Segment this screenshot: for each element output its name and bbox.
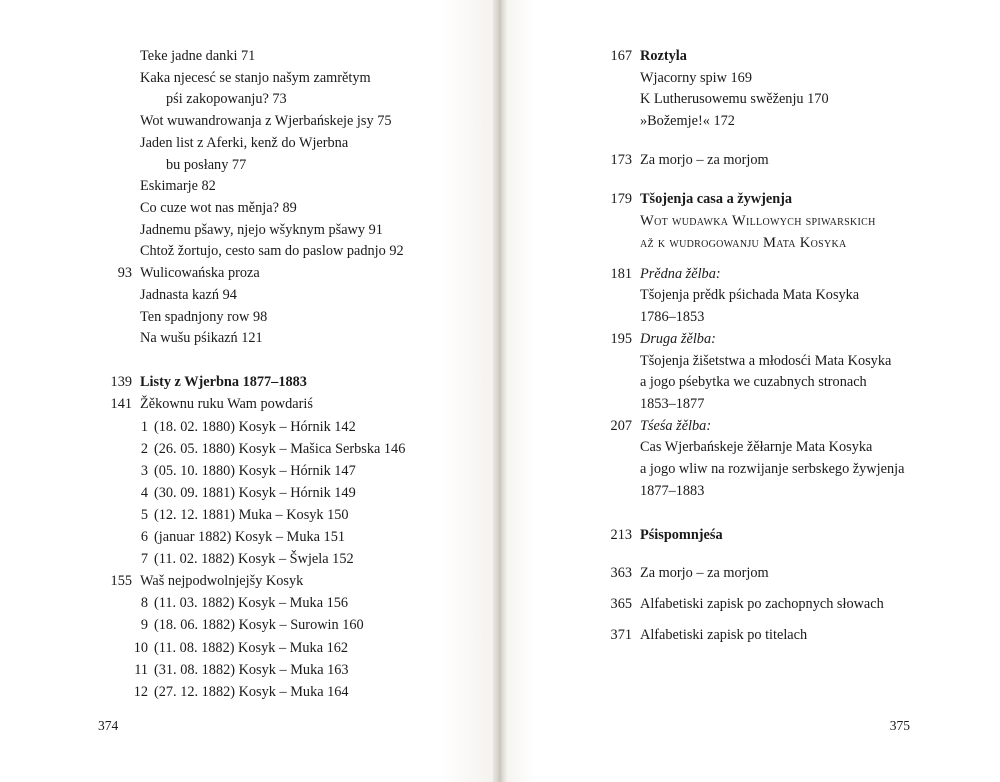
toc-entry bbox=[586, 111, 956, 133]
letter-text: (18. 02. 1880) Kosyk – Hórnik 142 bbox=[154, 418, 356, 435]
toc-entry bbox=[586, 89, 956, 111]
toc-part-label: Tśeśa žělba: bbox=[640, 417, 712, 434]
letter-text: (12. 12. 1881) Muka – Kosyk 150 bbox=[154, 507, 349, 524]
toc-entry-number: 173 bbox=[610, 151, 632, 168]
toc-section-title: Roztyla bbox=[640, 48, 687, 64]
letter-number: 1 bbox=[140, 418, 148, 435]
toc-section-subtitle: až k wudrogowanju Mata Kosyka bbox=[640, 235, 847, 252]
toc-entry-title: Eskimarje 82 bbox=[140, 178, 216, 195]
toc-entry bbox=[98, 285, 458, 307]
toc-part-text: 1853–1877 bbox=[640, 395, 705, 412]
letter-item bbox=[98, 416, 458, 438]
spacer bbox=[586, 585, 956, 594]
toc-part-heading bbox=[586, 329, 956, 351]
toc-entry bbox=[586, 594, 956, 616]
letter-text: (11. 02. 1882) Kosyk – Šwjela 152 bbox=[154, 551, 354, 568]
toc-part-heading bbox=[586, 264, 956, 286]
letter-number: 5 bbox=[140, 507, 148, 524]
letter-number: 4 bbox=[140, 484, 148, 501]
toc-section-roztyla-heading bbox=[586, 46, 956, 68]
toc-entry-number: 363 bbox=[610, 565, 632, 582]
toc-part-text: 1877–1883 bbox=[640, 482, 705, 499]
toc-section-title: Tšojenja casa a žywjenja bbox=[640, 190, 793, 207]
toc-part-line bbox=[586, 459, 956, 481]
letter-number: 9 bbox=[140, 617, 148, 634]
letter-text: (11. 03. 1882) Kosyk – Muka 156 bbox=[154, 595, 349, 612]
toc-part-text: Cas Wjerbańskeje žěłarnje Mata Kosyka bbox=[640, 439, 873, 456]
toc-entry bbox=[98, 176, 458, 198]
toc-entry bbox=[98, 46, 458, 68]
letter-item bbox=[98, 504, 458, 526]
toc-part-number: 195 bbox=[610, 330, 632, 347]
toc-section-subtitle-line bbox=[586, 232, 956, 254]
toc-part-text: Tšojenja žišetstwa a młodosći Mata Kosyka bbox=[640, 352, 892, 369]
toc-entry bbox=[98, 68, 458, 90]
toc-entry-number: 365 bbox=[610, 596, 632, 612]
letter-number: 8 bbox=[140, 595, 148, 612]
letter-item bbox=[98, 548, 458, 570]
letter-number: 6 bbox=[140, 529, 148, 546]
toc-entry-title: Alfabetiski zapisk po zachopnych słowach bbox=[640, 596, 884, 612]
letter-text: (18. 06. 1882) Kosyk – Surowin 160 bbox=[154, 617, 364, 634]
toc-section-subtitle-line bbox=[586, 210, 956, 232]
toc-entry-title: pśi zakopowanju? 73 bbox=[166, 91, 287, 108]
toc-entry-za-morjo bbox=[586, 150, 956, 172]
letter-text: (27. 12. 1882) Kosyk – Muka 164 bbox=[154, 683, 349, 700]
toc-entry bbox=[98, 133, 458, 155]
toc-entry-number: 371 bbox=[610, 626, 632, 643]
toc-entry bbox=[98, 241, 458, 263]
letter-number: 7 bbox=[140, 551, 148, 568]
letter-item bbox=[98, 659, 458, 681]
letter-text: (30. 09. 1881) Kosyk – Hórnik 149 bbox=[154, 484, 356, 501]
toc-part-line bbox=[586, 372, 956, 394]
toc-entry bbox=[586, 563, 956, 585]
letter-number: 11 bbox=[134, 661, 148, 678]
left-page-content bbox=[98, 46, 458, 703]
toc-entry bbox=[98, 220, 458, 242]
toc-section-title: Listy z Wjerbna 1877–1883 bbox=[140, 374, 307, 391]
letter-item bbox=[98, 460, 458, 482]
letter-text: (05. 10. 1880) Kosyk – Hórnik 147 bbox=[154, 462, 356, 479]
toc-part-label: Prědna žělba: bbox=[640, 265, 721, 282]
toc-entry-title: Co cuze wot nas měnja? 89 bbox=[140, 200, 297, 217]
toc-entry bbox=[98, 155, 458, 177]
toc-section-subtitle: Wot wudawka Willowych spiwarskich bbox=[640, 213, 876, 230]
toc-entry bbox=[586, 68, 956, 90]
toc-entry-title: Wjacorny spiw 169 bbox=[640, 69, 752, 86]
toc-section-number: 213 bbox=[610, 526, 632, 543]
toc-entry-title: Jaden list z Aferki, kenž do Wjerbna bbox=[140, 134, 349, 151]
toc-entry bbox=[586, 625, 956, 647]
toc-entry bbox=[98, 328, 458, 350]
toc-section-title: Pśispomnjeśa bbox=[640, 526, 723, 543]
toc-section-psispomnjesa-heading bbox=[586, 525, 956, 547]
toc-entry-title: Jadnemu pšawy, njejo wšyknym pšawy 91 bbox=[140, 221, 383, 238]
toc-entry-title: Na wušu pśikazń 121 bbox=[140, 330, 263, 347]
toc-section-number: 179 bbox=[610, 190, 632, 207]
spacer bbox=[586, 172, 956, 189]
toc-entry-title: Alfabetiski zapisk po titelach bbox=[640, 626, 808, 643]
toc-entry-title: Jadnasta kazń 94 bbox=[140, 286, 237, 303]
letter-text: (26. 05. 1880) Kosyk – Mašica Serbska 146 bbox=[154, 440, 406, 457]
spacer bbox=[586, 546, 956, 563]
toc-entry-title: Za morjo – za morjom bbox=[640, 565, 769, 582]
right-page-content bbox=[586, 46, 956, 646]
letter-item bbox=[98, 438, 458, 460]
toc-part-line bbox=[586, 394, 956, 416]
toc-subsection-number: 141 bbox=[110, 395, 132, 412]
letter-number: 3 bbox=[140, 462, 148, 479]
letter-item bbox=[98, 482, 458, 504]
toc-part-number: 181 bbox=[610, 265, 632, 282]
toc-part-text: a jogo wliw na rozwijanje serbskego žywjenja bbox=[640, 461, 905, 478]
page-number-left: 374 bbox=[98, 718, 119, 733]
letter-text: (januar 1882) Kosyk – Muka 151 bbox=[154, 529, 345, 546]
toc-part-number: 207 bbox=[610, 417, 632, 434]
letter-item bbox=[98, 637, 458, 659]
toc-entry bbox=[98, 89, 458, 111]
toc-section-tsojenja-heading bbox=[586, 189, 956, 211]
book-gutter-shadow bbox=[493, 0, 507, 782]
toc-part-text: a jogo pśebytka we cuzabnych stronach bbox=[640, 374, 867, 391]
toc-part-heading bbox=[586, 416, 956, 438]
letter-item bbox=[98, 526, 458, 548]
toc-entry-title: Za morjo – za morjom bbox=[640, 151, 769, 168]
letter-number: 10 bbox=[133, 639, 148, 656]
toc-subsection bbox=[98, 571, 458, 593]
toc-entry-title: Wot wuwandrowanja z Wjerbańskeje jsy 75 bbox=[140, 113, 392, 130]
right-page bbox=[500, 0, 1000, 782]
toc-part-line bbox=[586, 481, 956, 503]
spacer bbox=[98, 350, 458, 372]
letter-text: (11. 08. 1882) Kosyk – Muka 162 bbox=[154, 639, 349, 656]
toc-entry bbox=[98, 307, 458, 329]
letter-item bbox=[98, 614, 458, 636]
letter-item bbox=[98, 592, 458, 614]
toc-part-text: 1786–1853 bbox=[640, 309, 705, 326]
letter-item bbox=[98, 681, 458, 703]
letter-number: 2 bbox=[140, 440, 148, 457]
toc-section-number: 139 bbox=[110, 374, 132, 391]
letter-text: (31. 08. 1882) Kosyk – Muka 163 bbox=[154, 661, 349, 678]
toc-entry-title: Teke jadne danki 71 bbox=[140, 48, 256, 64]
spacer bbox=[586, 616, 956, 625]
toc-entry-number: 93 bbox=[117, 265, 132, 282]
toc-entry-title: »Božemje!« 172 bbox=[640, 113, 735, 130]
toc-section-number: 167 bbox=[610, 48, 632, 64]
toc-part-line bbox=[586, 351, 956, 373]
toc-entry-title: bu posłany 77 bbox=[166, 156, 247, 173]
spacer bbox=[586, 255, 956, 264]
spacer bbox=[586, 503, 956, 525]
toc-part-text: Tšojenja prědk pśichada Mata Kosyka bbox=[640, 287, 860, 304]
toc-entry-title: K Lutherusowemu swěženju 170 bbox=[640, 91, 829, 108]
page-number-right: 375 bbox=[889, 718, 910, 733]
toc-entry bbox=[98, 198, 458, 220]
toc-part-line bbox=[586, 437, 956, 459]
toc-entry-title: Kaka njecesć se stanjo našym zamrětym bbox=[140, 69, 371, 86]
toc-entry-title: Chtož žortujo, cesto sam do paslow padnjo 92 bbox=[140, 243, 404, 260]
letter-number: 12 bbox=[133, 683, 148, 700]
toc-part-line bbox=[586, 307, 956, 329]
toc-entry bbox=[98, 111, 458, 133]
spacer bbox=[586, 133, 956, 150]
toc-subsection-title: Waš nejpodwolnjejšy Kosyk bbox=[140, 572, 304, 589]
toc-part-line bbox=[586, 285, 956, 307]
toc-entry-title: Ten spadnjony row 98 bbox=[140, 308, 268, 325]
toc-part-label: Druga žělba: bbox=[640, 330, 716, 347]
toc-entry-title: Wulicowańska proza bbox=[140, 265, 260, 282]
toc-entry bbox=[98, 263, 458, 285]
toc-subsection-number: 155 bbox=[110, 572, 132, 589]
toc-section-letters-heading bbox=[98, 372, 458, 394]
toc-subsection bbox=[98, 394, 458, 416]
toc-subsection-title: Žěkownu ruku Wam powdariś bbox=[140, 395, 313, 412]
